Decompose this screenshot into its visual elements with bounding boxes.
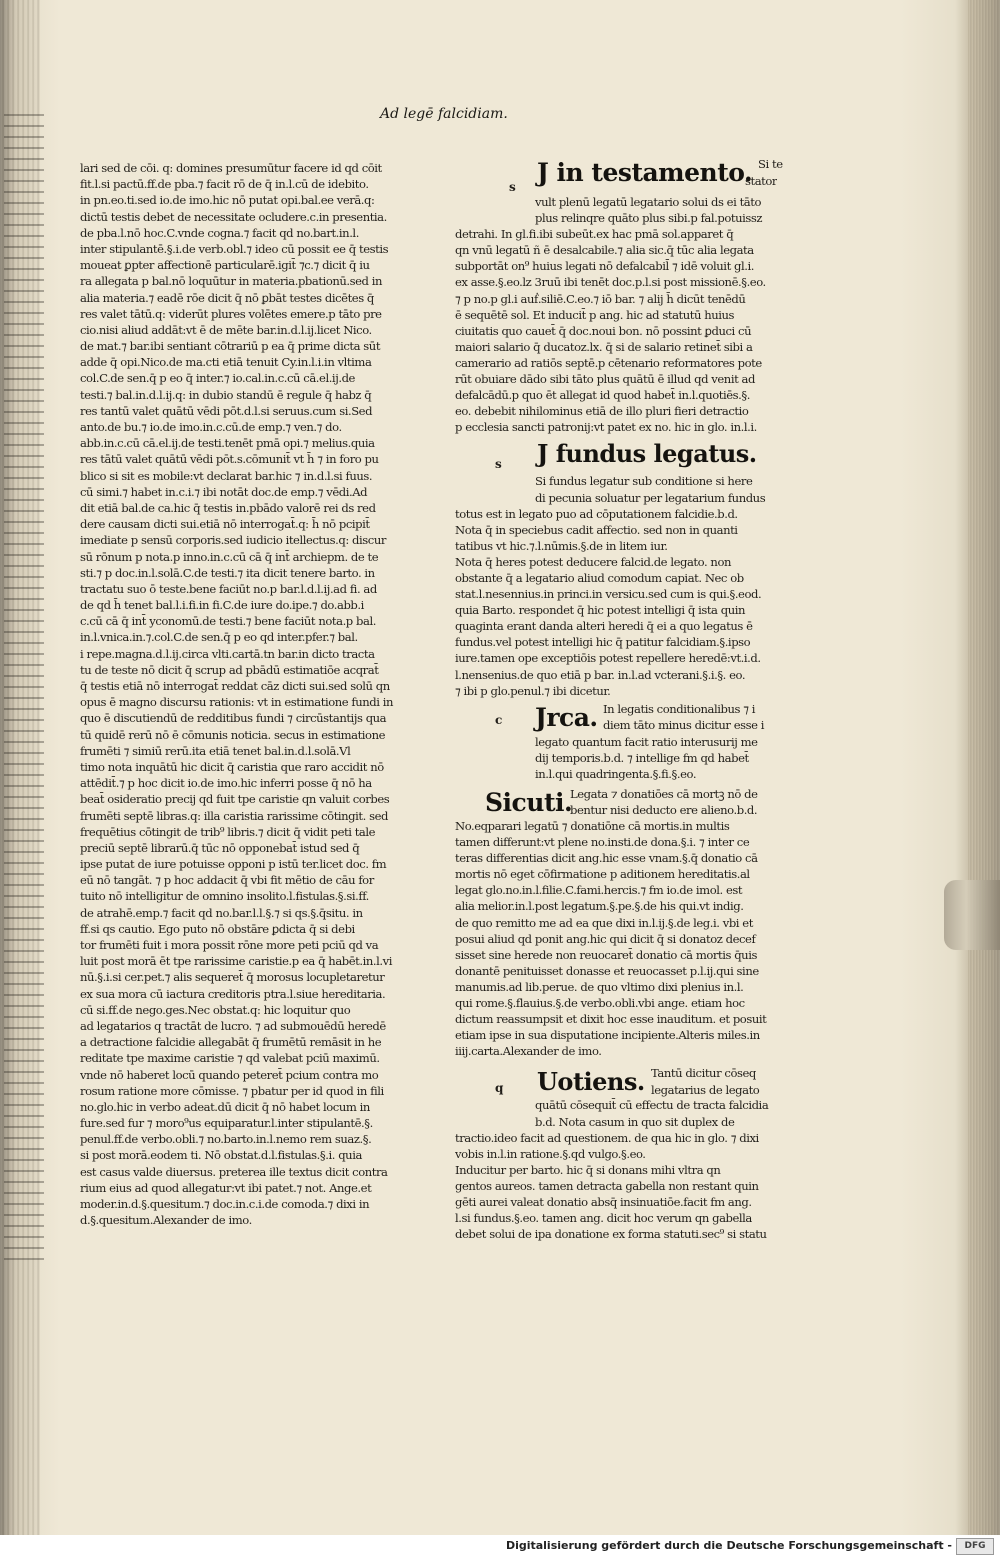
section-marker: s: [509, 180, 516, 194]
heading-continuation: stator: [745, 174, 778, 188]
page-fore-edge: [968, 0, 1000, 1535]
text-line: dij temporis.b.d. ⁊ intellige fm qd habet̄: [535, 750, 749, 765]
text-line: qui rome.§.flauius.§.de verbo.obli.vbi ange. etiam hoc: [455, 996, 745, 1011]
text-line: fure.sed fur ⁊ moro⁹us equiparatur.l.inter stipulantē.§.: [80, 1116, 373, 1131]
text-line: penul.ff.de verbo.obli.⁊ no.barto.in.l.nemo rem suaz.§.: [80, 1132, 372, 1147]
text-line: in.l.vnica.in.⁊.col.C.de sen.q̄ p eo qd inter.pfer.⁊ bal.: [80, 630, 358, 645]
text-line: lari sed de cōi. q: domines presumūtur facere id qd cōit: [80, 161, 382, 175]
text-line: vobis in.l.in ratione.§.qd vulgo.§.eo.: [455, 1146, 646, 1161]
right-text-column: [455, 157, 783, 1242]
heading-continuation: Si te: [758, 157, 783, 171]
text-line: no.glo.hic in verbo adeat.dū dicit q̄ nō habet locum in: [80, 1099, 370, 1114]
text-line: tamen differunt:vt plene no.insti.de dona.§.i. ⁊ inter ce: [455, 835, 750, 850]
heading-side-lines: [570, 786, 777, 818]
text-line: etiam ipse in sua disputatione incipiente.Alteris miles.in: [455, 1028, 760, 1043]
text-line: obstante q̄ a legatario aliud comodum capiat. Nec ob: [455, 570, 744, 585]
text-line: luit post morā ēt tpe rarissime caristie.p ea q̄ habēt.in.l.vi: [80, 954, 392, 969]
section-heading: J fundus legatus.: [537, 439, 757, 469]
text-line: rosum ratione more cōmisse. ⁊ pbatur per id quod in fili: [80, 1083, 384, 1098]
text-line: iiij.carta.Alexander de imo.: [455, 1044, 602, 1059]
text-line: qn vnū legatū ñ ē desalcabile.⁊ alia sic.q̄ tūc alia legata: [455, 243, 754, 258]
text-line: fit.l.si pactū.ff.de pba.⁊ facit rō de q̄ in.l.cū de idebito.: [80, 177, 369, 192]
text-line: de qd h̄ tenet bal.l.i.fi.in fi.C.de iure do.ipe.⁊ do.abb.i: [80, 598, 364, 613]
section-quotiens: [455, 1065, 777, 1242]
text-line: opus ē magno discursu rationis: vt in estimatione fundi in: [80, 695, 394, 710]
text-line: frumēti ⁊ simiū rerū.ita etiā tenet bal.in.d.l.solā.Vl: [80, 743, 351, 758]
text-line: dictum reassumpsit et dixit hoc esse inauditum. et posuit: [455, 1012, 767, 1027]
text-line: ra allegata p bal.nō loquūtur in materia.pbationū.sed in: [80, 274, 383, 289]
text-line: blico si sit es mobile:vt declarat bar.hic ⁊ in.d.l.si fuus.: [80, 468, 373, 483]
text-line: subportāt on⁹ huius legati nō defalcabil̄ ⁊ idē voluit gl.i.: [455, 259, 754, 274]
text-line: diem tāto minus dicitur esse i: [603, 717, 765, 732]
text-line: preciū septē librarū.q̄ tūc nō opponebat̄ istud sed q̄: [80, 840, 360, 855]
text-line: rium eius ad quod allegatur:vt ibi patet.⁊ not. Ange.et: [80, 1180, 372, 1195]
text-line: detrahi. In gl.fi.ibi subeūt.ex hac pmā sol.apparet q̄: [455, 227, 734, 242]
text-line: i repe.magna.d.l.ij.circa vlti.cartā.tn bar.in dicto tracta: [80, 646, 375, 661]
text-line: sisset sine herede non reuocaret̄ donatio cā mortis q̄uis: [455, 947, 757, 962]
text-line: ex asse.§.eo.lz 3ruū ibi tenēt doc.p.l.si post missionē.§.eo.: [455, 275, 766, 290]
text-line: ex sua mora cū iactura creditoris ptra.l.siue hereditaria.: [80, 986, 386, 1001]
section-marker: s: [495, 457, 502, 472]
text-line: No.eqparari legatū ⁊ donatiōne cā mortis.in multis: [455, 819, 730, 833]
text-line: tractio.ideo facit ad questionem. de qua hic in glo. ⁊ dixi: [455, 1130, 759, 1145]
text-line: Nota q̄ heres potest deducere falcid.de legato. non: [455, 554, 731, 569]
text-line: teras differentias dicit ang.hic esse vnam.§.q̄ donatio cā: [455, 851, 758, 866]
text-line: imediate p sensū corporis.sed iudicio itellectus.q: discur: [80, 533, 386, 548]
text-line: tuito nō intelligitur de omnino insolito.l.fistulas.§.si.ff.: [80, 889, 369, 904]
text-line: l.nensenius.de quo etiā p bar. in.l.ad vcterani.§.i.§. eo.: [455, 667, 746, 682]
text-line: quo ē discutiendū de redditibus fundi ⁊ circūstantijs qua: [80, 711, 387, 726]
text-line: res valet tātū.q: viderūt plures volētes emere.p tāto pre: [80, 306, 382, 321]
footer-bar: [0, 1535, 1000, 1557]
left-text-column: [80, 160, 400, 1228]
text-line: tor frumēti fuit i mora possit rōne more peti pciū qd va: [80, 938, 379, 952]
text-line: legato quantum facit ratio interusurij me: [535, 734, 758, 749]
text-line: rūt obuiare dādo sibi tāto plus quātū ē illud qd venit ad: [455, 372, 755, 387]
text-line: l.si fundus.§.eo. tamen ang. dicit hoc verum qn gabella: [455, 1211, 752, 1226]
text-line: inter stipulantē.§.i.de verb.obl.⁊ ideo cū possit ee q̄ testis: [80, 241, 389, 256]
page-clip: [944, 880, 1000, 950]
text-line: cū simi.⁊ habet in.c.i.⁊ ibi notāt doc.de emp.⁊ vēdi.Ad: [80, 484, 368, 499]
text-line: cū si.ff.de nego.ges.Nec obstat.q: hic loquitur quo: [80, 1002, 351, 1017]
text-line: legat glo.no.in.l.filie.C.fami.hercis.⁊ fm io.de imol. est: [455, 883, 743, 898]
text-line: nū.§.i.si cer.pet.⁊ alis sequeret̄ q̄ morosus locupletaretur: [80, 970, 385, 985]
text-line: de pba.l.nō hoc.C.vnde cogna.⁊ facit qd no.bart.in.l.: [80, 225, 359, 240]
text-line: mortis nō eget cōfirmatione p aditionem hereditatis.al: [455, 867, 750, 882]
text-line: tū quidē rerū nō ē cōmunis noticia. secus in estimatione: [80, 727, 386, 742]
section-lines: [455, 734, 777, 782]
text-line: quaginta erant danda alteri heredi q̄ ei a quo legatus ē: [455, 619, 753, 634]
text-line: defalcādū.p quo ēt allegat id quod habet̄ in.l.quotiēs.§.: [455, 388, 750, 403]
text-line: de atrahē.emp.⁊ facit qd no.bar.l.l.§.⁊ si qs.§.q̄situ. in: [80, 905, 363, 920]
text-line: alia melior.in.l.post legatum.§.pe.§.de his qui.vt indig.: [455, 899, 744, 914]
text-line: c.cū cā q̄ int̄ yconomū.de testi.⁊ bene faciūt nota.p bal.: [80, 614, 376, 629]
text-line: Tantū dicitur cōseq: [651, 1066, 756, 1081]
text-line: abb.in.c.cū cā.el.ij.de testi.tenēt pmā opi.⁊ melius.quia: [80, 436, 375, 451]
text-line: res tātū valet quātū vēdi pōt.s.cōmunit̄ vt h̄ ⁊ in foro pu: [80, 452, 379, 467]
text-line: res tantū valet quātū vēdi pōt.d.l.si seruus.cum si.Sed: [80, 403, 373, 418]
text-line: quia Barto. respondet q̄ hic potest intelligi q̄ ista quin: [455, 603, 746, 618]
text-line: si post morā.eodem ti. Nō obstat.d.l.fistulas.§.i. quia: [80, 1148, 362, 1163]
section-lines: [455, 506, 777, 699]
text-line: ē sequētē sol. Et inducit̄ p ang. hic ad statutū huius: [455, 307, 735, 322]
facing-page-bleed: [4, 110, 44, 1260]
text-line: sti.⁊ p doc.in.l.solā.C.de testi.⁊ ita dicit tenere barto. in: [80, 565, 375, 580]
section-lines: [455, 818, 777, 1059]
heading-side-lines: [603, 701, 777, 733]
text-line: In legatis conditionalibus ⁊ i: [603, 701, 756, 716]
section-sicuti: [455, 786, 777, 1059]
text-line: plus relinqre quāto plus sibi.p fal.potuissz: [535, 211, 763, 226]
text-line: reditate tpe maxime caristie ⁊ qd valebat pciū maximū.: [80, 1051, 380, 1066]
text-line: eū nō tangāt. ⁊ p hoc addacit q̄ vbi fit mētio de cāu for: [80, 873, 374, 888]
text-line: testi.⁊ bal.in.d.l.ij.q: in dubio standū ē regule q̄ habz q̄: [80, 387, 372, 402]
section-circa: [455, 701, 777, 782]
text-line: tractatu suo ō teste.bene faciūt no.p bar.l.d.l.ij.ad fi. ad: [80, 581, 377, 596]
text-line: attēdit̄.⁊ p hoc dicit io.de imo.hic inferri posse q̄ nō ha: [80, 776, 372, 791]
text-line: beat̄ osideratio precij qd fuit tpe caristie qn valuit corbes: [80, 792, 390, 807]
text-line: Nota q̄ in speciebus cadit affectio. sed non in quanti: [455, 522, 738, 537]
text-line: anto.de bu.⁊ io.de imo.in.c.cū.de emp.⁊ ven.⁊ do.: [80, 420, 342, 434]
text-line: posui aliud qd ponit ang.hic qui dicit q̄ si donatoz decef: [455, 931, 756, 946]
text-line: d.§.quesitum.Alexander de imo.: [80, 1213, 252, 1228]
text-line: dere causam dicti sui.etiā nō interrogat̄.q: h̄ nō pcipit̄: [80, 517, 370, 532]
text-line: debet solui de ipa donatione ex forma statuti.sec⁹ si statu: [455, 1227, 767, 1242]
text-line: moueat ꝑpter affectionē particularē.igit̄ ⁊c.⁊ dicit q̄ iu: [80, 258, 370, 273]
section-heading: J in testamento.: [537, 158, 753, 187]
text-line: dit etiā bal.de ca.hic q̄ testis in.pbādo valorē rei ds red: [80, 500, 376, 515]
text-line: ff.si qs cautio. Ego puto nō obstāre ꝑdicta q̄ si debi: [80, 921, 355, 936]
text-line: ipse putat de iure potuisse opponi p istū ter.licet doc. fm: [80, 857, 387, 872]
text-line: tu de teste nō dicit q̄ scrup ad pbādū estimatiōe acqrat̄: [80, 662, 379, 677]
text-line: p ecclesia sancti patronij:vt patet ex no. hic in glo. in.l.i.: [455, 420, 757, 435]
text-line: col.C.de sen.q̄ p eo q̄ inter.⁊ io.cal.in.c.cū cā.el.ij.de: [80, 371, 355, 386]
section-heading: Sicuti.: [485, 788, 573, 817]
text-line: est casus valde diuersus. preterea ille textus dicit contra: [80, 1164, 388, 1179]
heading-side-lines: [651, 1065, 777, 1097]
text-line: dictū testis debet de necessitate ocludere.c.in presentia.: [80, 209, 387, 224]
section-heading: Jrca.: [535, 702, 598, 732]
section-in-testamento: [455, 157, 783, 435]
text-line: b.d. Nota casum in quo sit duplex de: [535, 1114, 735, 1129]
footer-credit: Digitalisierung gefördert durch die Deutsche Forschungsgemeinschaft -: [505, 1539, 952, 1552]
text-line: cio.nisi aliud addāt:vt ē de mēte bar.in.d.l.ij.licet Nico.: [80, 322, 372, 337]
text-line: tatibus vt hic.⁊.l.nūmis.§.de in litem iur.: [455, 538, 668, 553]
text-line: fundus.vel potest intelligi hic q̄ patitur falcidiam.§.ipso: [455, 635, 751, 650]
text-line: de quo remitto me ad ea que dixi in.l.ij.§.de leg.i. vbi et: [455, 915, 753, 930]
text-line: a detractione falcidie allegabāt q̄ frumētū remāsit in he: [80, 1035, 382, 1050]
text-line: in.l.qui quadringenta.§.fi.§.eo.: [535, 766, 697, 781]
text-line: adde q̄ opi.Nico.de ma.cti etiā tenuit Cy.in.l.i.in vltima: [80, 355, 372, 370]
text-line: bentur nisi deducto ere alieno.b.d.: [570, 803, 758, 818]
text-line: vult plenū legatū legatario solui ds ei tāto: [535, 195, 762, 209]
text-line: Legata ⁊ donatiōes cā mortꝫ nō de: [570, 787, 758, 801]
text-line: quātū cōsequit̄ cū effectu de tracta falcidia: [535, 1098, 769, 1113]
text-line: gentos aureos. tamen detracta gabella non restant quin: [455, 1178, 759, 1193]
text-line: de mat.⁊ bar.ibi sentiant cōtrariū p ea q̄ prime dicta sūt: [80, 339, 381, 354]
running-head: Ad legē falcidiam.: [380, 106, 508, 122]
text-line: ⁊ ibi p glo.penul.⁊ ibi dicetur.: [455, 683, 611, 698]
text-line: ciuitatis quo cauet̄ q̄ doc.noui bon. nō possint ꝑduci cū: [455, 323, 752, 338]
text-line: maiori salario q̄ ducatoz.lx. q̄ si de salario retinet̄ sibi a: [455, 339, 753, 354]
text-line: Inducitur per barto. hic q̄ si donans mihi vltra qn: [455, 1162, 721, 1177]
section-lines: [455, 226, 777, 435]
text-line: legatarius de legato: [651, 1082, 760, 1097]
text-line: manumis.ad lib.perue. de quo vltimo dixi plenius in.l.: [455, 979, 744, 994]
text-line: stat.l.nesennius.in princi.in versicu.sed cum is qui.§.eod.: [455, 587, 762, 602]
text-line: camerario ad ratiōs septē.p cētenario reformatores pote: [455, 355, 762, 370]
text-line: vnde nō haberet locū quando peteret̄ pcium contra mo: [80, 1067, 379, 1082]
text-line: eo. debebit nihilominus etiā de illo pluri fieri detractio: [455, 404, 749, 419]
text-line: moder.in.d.§.quesitum.⁊ doc.in.c.i.de comoda.⁊ dixi in: [80, 1197, 370, 1211]
text-line: di pecunia soluatur per legatarium fundus: [535, 490, 766, 505]
section-heading: Uotiens.: [537, 1067, 645, 1097]
text-line: totus est in legato puo ad cōputationem falcidie.b.d.: [455, 506, 738, 521]
section-marker: q: [495, 1081, 504, 1096]
text-line: timo nota inquātū hic dicit q̄ caristia que raro accidit nō: [80, 759, 384, 774]
text-line: Si fundus legatur sub conditione si here: [535, 474, 753, 489]
section-lines: [455, 194, 777, 226]
dfg-logo: DFG: [956, 1538, 994, 1555]
text-line: iure.tamen ope exceptiōis potest repellere heredē:vt.i.d.: [455, 651, 761, 666]
section-fundus-legatus: [455, 439, 777, 698]
text-line: gēti aurei valeat donatio absq̄ insinuatiōe.facit fm ang.: [455, 1194, 752, 1209]
text-line: alia materia.⁊ eadē rōe dicit q̄ nō ꝑbāt testes dicētes q̄: [80, 290, 374, 305]
text-line: ⁊ p no.p gl.i auḟ.siliē.C.eo.⁊ iō bar. ⁊ alij h̄ dicūt tenēdū: [455, 291, 746, 306]
text-line: frequētius cōtingit de trib⁹ libris.⁊ dicit q̄ vidit peti tale: [80, 824, 376, 839]
text-line: sū rōnum p nota.p inno.in.c.cū cā q̄ int̄ archiepm. de te: [80, 549, 379, 564]
section-marker: c: [495, 712, 503, 727]
text-line: ad legatarios q tractāt de lucro. ⁊ ad submouēdū heredē: [80, 1018, 386, 1033]
text-line: in pn.eo.ti.sed io.de imo.hic nō putat opi.bal.ee verā.q:: [80, 193, 375, 208]
section-lines: [455, 473, 777, 505]
text-line: frumēti septē libras.q: illa caristia rarissime cōtingit. sed: [80, 808, 388, 823]
section-lines: [455, 1097, 777, 1242]
text-line: q̄ testis etiā nō interrogat̄ reddat cāz dicti sui.sed solū qn: [80, 679, 390, 693]
text-line: donantē penituisset donasse et reuocasset p.l.ij.qui sine: [455, 963, 759, 978]
